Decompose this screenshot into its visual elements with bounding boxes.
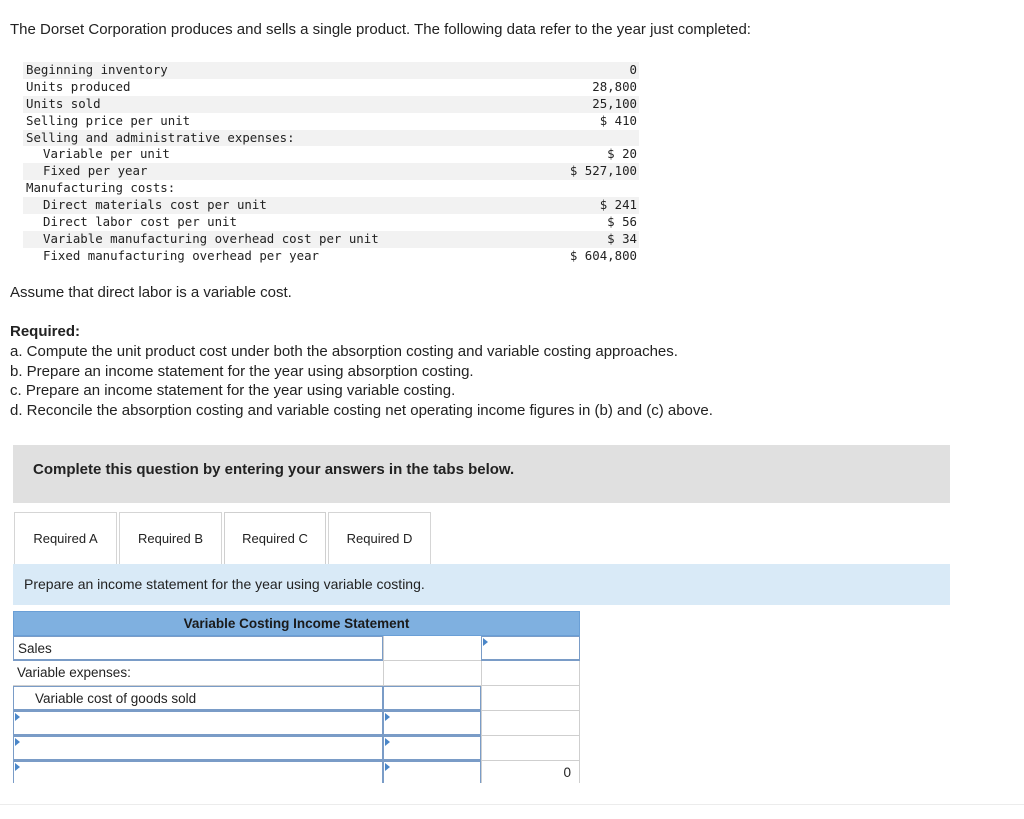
expense-amount-input[interactable]	[383, 736, 481, 761]
expense-label-input[interactable]	[13, 736, 383, 761]
data-row: Manufacturing costs:	[26, 180, 176, 196]
assumption-text: Assume that direct labor is a variable cost.	[10, 284, 292, 301]
sales-amount-input[interactable]	[481, 636, 580, 661]
tab-bar	[14, 512, 433, 564]
data-row: Direct labor cost per unit $ 56	[43, 214, 637, 230]
data-row: Variable per unit $ 20	[43, 146, 637, 162]
divider	[0, 804, 1024, 805]
total-label-input[interactable]	[13, 761, 383, 783]
table-row	[13, 736, 580, 761]
input-flag-icon	[385, 763, 390, 771]
input-flag-icon	[483, 638, 488, 646]
input-flag-icon	[385, 713, 390, 721]
data-row: Units produced 28,800	[26, 78, 637, 94]
tab-required-b[interactable]: Required B	[119, 512, 222, 564]
sales-col2-cell	[383, 636, 481, 661]
expense-label-input[interactable]	[13, 711, 383, 736]
table-row	[13, 661, 580, 686]
tab-prompt-bar	[13, 564, 950, 605]
table-row	[13, 761, 580, 783]
data-row: Direct materials cost per unit $ 241	[23, 197, 639, 214]
table-row	[13, 636, 580, 661]
instruction-banner	[13, 445, 950, 503]
given-data-table	[23, 62, 639, 265]
tab-required-c[interactable]: Required C	[224, 512, 326, 564]
tab-prompt-text: Prepare an income statement for the year using variable costing.	[24, 576, 425, 592]
required-item: b. Prepare an income statement for the year using absorption costing.	[10, 362, 474, 380]
tab-required-a[interactable]: Required A	[14, 512, 117, 564]
input-flag-icon	[15, 763, 20, 771]
variable-cogs-label-input[interactable]: Variable cost of goods sold	[13, 686, 383, 711]
input-flag-icon	[15, 713, 20, 721]
required-item: a. Compute the unit product cost under both the absorption costing and variable costing approaches.	[10, 342, 678, 360]
instruction-text: Complete this question by entering your answers in the tabs below.	[33, 461, 515, 478]
input-flag-icon	[15, 738, 20, 746]
data-row: Fixed per year $ 527,100	[23, 163, 639, 180]
income-statement-viewport	[13, 611, 593, 783]
data-row: Variable manufacturing overhead cost per unit $ 34	[23, 231, 639, 248]
tab-required-d[interactable]: Required D	[328, 512, 431, 564]
statement-title: Variable Costing Income Statement	[13, 611, 580, 636]
variable-cogs-col3-cell	[481, 686, 580, 711]
variable-expenses-col3-cell	[481, 661, 580, 686]
data-row: Beginning inventory 0	[23, 62, 639, 79]
problem-intro: The Dorset Corporation produces and sells a single product. The following data refer to the year just completed:	[10, 21, 751, 38]
expense-col3-cell	[481, 711, 580, 736]
expense-col3-cell	[481, 736, 580, 761]
total-amount-value: 0	[481, 761, 580, 783]
variable-expenses-label: Variable expenses:	[17, 665, 131, 680]
data-row: Selling and administrative expenses:	[23, 130, 639, 147]
required-item: c. Prepare an income statement for the year using variable costing.	[10, 382, 456, 400]
variable-expenses-col2-cell	[383, 661, 481, 686]
table-row	[13, 711, 580, 736]
input-flag-icon	[385, 738, 390, 746]
data-row: Units sold 25,100	[23, 96, 639, 113]
required-heading: Required:	[10, 323, 81, 340]
income-statement-table	[13, 611, 580, 783]
required-item: d. Reconcile the absorption costing and variable costing net operating income figures in (b) and (c) above.	[10, 402, 713, 420]
sales-label-input[interactable]: Sales	[13, 636, 383, 661]
table-row	[13, 686, 580, 711]
data-row: Selling price per unit $ 410	[26, 112, 637, 128]
data-row: Fixed manufacturing overhead per year $ 604,800	[43, 247, 637, 263]
variable-cogs-amount-input[interactable]	[383, 686, 481, 711]
total-col2-input[interactable]	[383, 761, 481, 783]
expense-amount-input[interactable]	[383, 711, 481, 736]
required-section	[10, 322, 713, 421]
